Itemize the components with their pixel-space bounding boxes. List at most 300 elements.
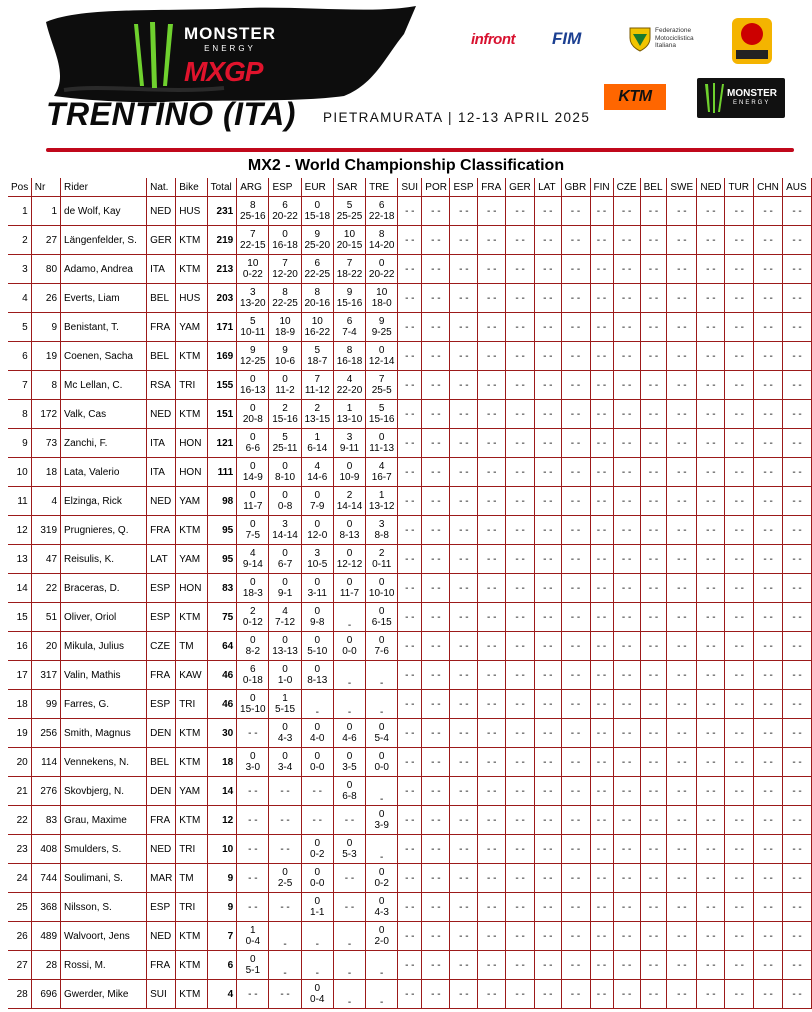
brush-stroke-background bbox=[44, 4, 419, 104]
gp-points: 8 bbox=[346, 345, 353, 356]
race-result-cell bbox=[269, 255, 301, 284]
future-round-cell: - - bbox=[667, 719, 697, 748]
race-result-cell bbox=[366, 603, 398, 632]
gp-points: 4 bbox=[282, 606, 288, 617]
future-round-cell: - - bbox=[450, 429, 478, 458]
gp-points: 10 bbox=[376, 287, 388, 298]
gp-points: - - bbox=[280, 988, 290, 1000]
gp-points: 0 bbox=[346, 635, 353, 646]
column-header: EUR bbox=[301, 178, 333, 197]
future-round-cell: - - bbox=[613, 603, 640, 632]
future-round-cell: - - bbox=[506, 690, 535, 719]
moto-points: 2-0 bbox=[374, 936, 389, 947]
race-result-cell bbox=[269, 197, 301, 226]
future-round-cell: - - bbox=[506, 835, 535, 864]
race-result-cell bbox=[301, 284, 333, 313]
moto-points: 14-9 bbox=[242, 472, 263, 483]
future-round-cell: - - bbox=[422, 864, 450, 893]
future-round-cell: - - bbox=[667, 864, 697, 893]
future-round-cell: - - bbox=[506, 284, 535, 313]
future-round-cell: - - bbox=[783, 893, 812, 922]
future-round-cell: - - bbox=[590, 226, 613, 255]
future-round-cell: - - bbox=[450, 719, 478, 748]
moto-points: 4-6 bbox=[342, 733, 357, 744]
future-round-cell: - - bbox=[450, 458, 478, 487]
table-row bbox=[8, 835, 812, 864]
future-round-cell: - - bbox=[535, 371, 561, 400]
race-result-cell bbox=[333, 690, 365, 719]
total-points-cell: 151 bbox=[207, 400, 237, 429]
gp-points: - - bbox=[312, 785, 322, 797]
column-header: GBR bbox=[561, 178, 590, 197]
future-round-cell: - - bbox=[783, 400, 812, 429]
bike-cell: HUS bbox=[176, 197, 207, 226]
future-round-cell: - - bbox=[590, 980, 613, 1009]
total-points-cell: 95 bbox=[207, 516, 237, 545]
future-round-cell: - - bbox=[697, 255, 725, 284]
future-round-cell: - - bbox=[398, 574, 422, 603]
gp-points: 7 bbox=[346, 258, 353, 269]
monster-brand-text: MONSTER bbox=[184, 24, 276, 43]
race-result-cell bbox=[237, 197, 269, 226]
future-round-cell: - - bbox=[535, 545, 561, 574]
future-round-cell: - - bbox=[640, 226, 667, 255]
classification-title: MX2 - World Championship Classification bbox=[247, 157, 565, 174]
moto-points: 7-12 bbox=[275, 617, 296, 628]
future-round-cell: - - bbox=[450, 980, 478, 1009]
nationality-cell: NED bbox=[147, 487, 176, 516]
monster-energy-logo bbox=[184, 24, 276, 53]
future-round-cell: - - bbox=[697, 487, 725, 516]
future-round-cell: - - bbox=[640, 864, 667, 893]
column-header: TRE bbox=[366, 178, 398, 197]
fmi-shield-icon bbox=[628, 26, 652, 52]
future-round-cell: - - bbox=[398, 603, 422, 632]
future-round-cell: - - bbox=[561, 545, 590, 574]
future-round-cell: - - bbox=[754, 864, 783, 893]
bike-cell: KTM bbox=[176, 342, 207, 371]
race-result-cell bbox=[301, 661, 333, 690]
rider-name-cell: Soulimani, S. bbox=[61, 864, 147, 893]
gp-points: - bbox=[315, 968, 319, 979]
gp-points: 0 bbox=[250, 693, 256, 704]
fmi-logo: Federazione Motociclistica Italiana bbox=[655, 27, 694, 49]
future-round-cell: - - bbox=[398, 893, 422, 922]
moto-points: 0-4 bbox=[310, 994, 325, 1005]
future-round-cell: - - bbox=[398, 922, 422, 951]
race-result-cell bbox=[333, 371, 365, 400]
position-cell: 5 bbox=[8, 313, 31, 342]
race-result-cell bbox=[366, 371, 398, 400]
gp-points: 0 bbox=[314, 751, 321, 762]
total-points-cell: 231 bbox=[207, 197, 237, 226]
rider-name-cell: Walvoort, Jens bbox=[61, 922, 147, 951]
moto-points: 25-16 bbox=[240, 211, 266, 222]
position-cell: 7 bbox=[8, 371, 31, 400]
table-row bbox=[8, 603, 812, 632]
moto-points: 22-18 bbox=[368, 211, 395, 222]
bike-cell: KAW bbox=[176, 661, 207, 690]
gp-points: 8 bbox=[314, 287, 321, 298]
future-round-cell: - - bbox=[450, 197, 478, 226]
future-round-cell: - - bbox=[783, 313, 812, 342]
race-result-cell bbox=[269, 603, 301, 632]
future-round-cell: - - bbox=[535, 632, 561, 661]
bike-cell: TRI bbox=[176, 835, 207, 864]
gp-points: - bbox=[347, 707, 352, 718]
rider-number-cell: 172 bbox=[31, 400, 60, 429]
race-result-cell bbox=[237, 951, 269, 980]
moto-points: 6-8 bbox=[342, 791, 357, 802]
race-result-cell bbox=[269, 458, 301, 487]
table-row bbox=[8, 661, 812, 690]
race-result-cell bbox=[366, 400, 398, 429]
moto-points: 9-8 bbox=[310, 617, 325, 628]
gp-points: 0 bbox=[314, 896, 321, 907]
race-result-cell bbox=[333, 893, 365, 922]
future-round-cell: - - bbox=[640, 632, 667, 661]
future-round-cell: - - bbox=[590, 197, 613, 226]
future-round-cell: - - bbox=[640, 487, 667, 516]
future-round-cell: - - bbox=[667, 516, 697, 545]
rider-name-cell: Benistant, T. bbox=[61, 313, 147, 342]
table-row bbox=[8, 893, 812, 922]
table-row bbox=[8, 980, 812, 1009]
future-round-cell: - - bbox=[783, 806, 812, 835]
column-header: CHN bbox=[754, 178, 783, 197]
event-subtitle: PIETRAMURATA | 12-13 APRIL 2025 bbox=[323, 110, 591, 125]
column-header: CZE bbox=[613, 178, 640, 197]
position-cell: 25 bbox=[8, 893, 31, 922]
future-round-cell: - - bbox=[590, 313, 613, 342]
rider-number-cell: 47 bbox=[31, 545, 60, 574]
table-row bbox=[8, 922, 812, 951]
future-round-cell: - - bbox=[725, 806, 754, 835]
future-round-cell: - - bbox=[535, 226, 561, 255]
future-round-cell: - - bbox=[450, 806, 478, 835]
nationality-cell: ESP bbox=[147, 603, 176, 632]
future-round-cell: - - bbox=[640, 545, 667, 574]
race-result-cell bbox=[301, 429, 333, 458]
future-round-cell: - - bbox=[561, 864, 590, 893]
race-result-cell bbox=[366, 835, 398, 864]
rider-name-cell: Farres, G. bbox=[61, 690, 147, 719]
gp-points: 9 bbox=[314, 229, 321, 240]
gp-points: 0 bbox=[314, 664, 321, 675]
future-round-cell: - - bbox=[478, 226, 506, 255]
moto-points: 6-7 bbox=[277, 559, 293, 570]
race-result-cell bbox=[237, 284, 269, 313]
future-round-cell: - - bbox=[561, 893, 590, 922]
position-cell: 9 bbox=[8, 429, 31, 458]
total-points-cell: 18 bbox=[207, 748, 237, 777]
total-points-cell: 95 bbox=[207, 545, 237, 574]
future-round-cell: - - bbox=[667, 951, 697, 980]
future-round-cell: - - bbox=[613, 864, 640, 893]
future-round-cell: - - bbox=[535, 429, 561, 458]
rider-number-cell: 368 bbox=[31, 893, 60, 922]
future-round-cell: - - bbox=[506, 487, 535, 516]
gp-points: 5 bbox=[314, 345, 321, 356]
race-result-cell bbox=[366, 893, 398, 922]
race-result-cell bbox=[269, 922, 301, 951]
race-result-cell bbox=[301, 487, 333, 516]
race-result-cell bbox=[333, 342, 365, 371]
future-round-cell: - - bbox=[422, 806, 450, 835]
future-round-cell: - - bbox=[535, 690, 561, 719]
future-round-cell: - - bbox=[754, 632, 783, 661]
future-round-cell: - - bbox=[754, 342, 783, 371]
future-round-cell: - - bbox=[450, 487, 478, 516]
race-result-cell bbox=[237, 690, 269, 719]
moto-points: 16-22 bbox=[304, 327, 331, 338]
future-round-cell: - - bbox=[590, 864, 613, 893]
future-round-cell: - - bbox=[613, 719, 640, 748]
rider-name-cell: Elzinga, Rick bbox=[61, 487, 147, 516]
event-title: TRENTINO (ITA) bbox=[46, 96, 296, 132]
future-round-cell: - - bbox=[506, 458, 535, 487]
future-round-cell: - - bbox=[697, 516, 725, 545]
gp-points: - - bbox=[248, 988, 258, 1000]
gp-points: 0 bbox=[378, 635, 385, 646]
future-round-cell: - - bbox=[667, 429, 697, 458]
gp-points: - bbox=[283, 939, 287, 950]
moto-points: 3-5 bbox=[342, 762, 357, 773]
race-result-cell bbox=[269, 342, 301, 371]
moto-points: 7-4 bbox=[342, 327, 357, 338]
future-round-cell: - - bbox=[640, 255, 667, 284]
gp-points: 0 bbox=[346, 461, 353, 472]
total-points-cell: 7 bbox=[207, 922, 237, 951]
rider-name-cell: Coenen, Sacha bbox=[61, 342, 147, 371]
total-points-cell: 83 bbox=[207, 574, 237, 603]
moto-points: 16-18 bbox=[336, 356, 363, 367]
moto-points: 20-22 bbox=[272, 211, 298, 222]
moto-points: 10-6 bbox=[275, 356, 296, 367]
gp-points: 0 bbox=[250, 403, 256, 414]
race-result-cell bbox=[366, 748, 398, 777]
moto-points: 0-18 bbox=[242, 675, 263, 686]
race-result-cell bbox=[301, 951, 333, 980]
moto-points: 25-11 bbox=[272, 443, 298, 454]
future-round-cell: - - bbox=[450, 690, 478, 719]
position-cell: 23 bbox=[8, 835, 31, 864]
race-result-cell bbox=[333, 516, 365, 545]
future-round-cell: - - bbox=[478, 574, 506, 603]
gp-points: 0 bbox=[314, 867, 321, 878]
future-round-cell: - - bbox=[613, 632, 640, 661]
gp-points: - bbox=[380, 997, 384, 1008]
future-round-cell: - - bbox=[613, 893, 640, 922]
future-round-cell: - - bbox=[783, 748, 812, 777]
table-row bbox=[8, 719, 812, 748]
future-round-cell: - - bbox=[783, 197, 812, 226]
position-cell: 20 bbox=[8, 748, 31, 777]
future-round-cell: - - bbox=[754, 226, 783, 255]
race-result-cell bbox=[366, 516, 398, 545]
future-round-cell: - - bbox=[506, 719, 535, 748]
moto-points: 25-25 bbox=[336, 211, 363, 222]
future-round-cell: - - bbox=[613, 197, 640, 226]
future-round-cell: - - bbox=[725, 719, 754, 748]
table-row bbox=[8, 806, 812, 835]
gp-points: 2 bbox=[378, 548, 385, 559]
nationality-cell: GER bbox=[147, 226, 176, 255]
future-round-cell: - - bbox=[725, 603, 754, 632]
future-round-cell: - - bbox=[754, 197, 783, 226]
race-result-cell bbox=[301, 864, 333, 893]
bike-cell: KTM bbox=[176, 719, 207, 748]
future-round-cell: - - bbox=[667, 313, 697, 342]
future-round-cell: - - bbox=[640, 719, 667, 748]
table-row bbox=[8, 255, 812, 284]
future-round-cell: - - bbox=[613, 516, 640, 545]
future-round-cell: - - bbox=[450, 342, 478, 371]
future-round-cell: - - bbox=[783, 226, 812, 255]
future-round-cell: - - bbox=[478, 284, 506, 313]
future-round-cell: - - bbox=[478, 806, 506, 835]
future-round-cell: - - bbox=[398, 748, 422, 777]
gp-points: 10 bbox=[343, 229, 356, 240]
future-round-cell: - - bbox=[754, 516, 783, 545]
race-result-cell bbox=[237, 313, 269, 342]
race-result-cell bbox=[301, 719, 333, 748]
future-round-cell: - - bbox=[613, 255, 640, 284]
future-round-cell: - - bbox=[640, 922, 667, 951]
future-round-cell: - - bbox=[561, 516, 590, 545]
nationality-cell: LAT bbox=[147, 545, 176, 574]
race-result-cell bbox=[237, 748, 269, 777]
monster-energy-logo-small bbox=[697, 78, 785, 118]
future-round-cell: - - bbox=[590, 719, 613, 748]
gp-points: - bbox=[283, 968, 287, 979]
total-points-cell: 121 bbox=[207, 429, 237, 458]
nationality-cell: FRA bbox=[147, 661, 176, 690]
moto-points: 25-5 bbox=[371, 385, 392, 396]
moto-points: 11-2 bbox=[275, 385, 295, 396]
race-result-cell bbox=[366, 487, 398, 516]
bike-cell: TRI bbox=[176, 893, 207, 922]
position-cell: 28 bbox=[8, 980, 31, 1009]
future-round-cell: - - bbox=[398, 226, 422, 255]
race-result-cell bbox=[237, 864, 269, 893]
future-round-cell: - - bbox=[613, 487, 640, 516]
future-round-cell: - - bbox=[478, 313, 506, 342]
future-round-cell: - - bbox=[478, 864, 506, 893]
table-row bbox=[8, 951, 812, 980]
future-round-cell: - - bbox=[697, 371, 725, 400]
moto-points: 15-10 bbox=[240, 704, 266, 715]
moto-points: 22-25 bbox=[304, 269, 331, 280]
bike-cell: KTM bbox=[176, 400, 207, 429]
bike-cell: KTM bbox=[176, 516, 207, 545]
race-result-cell bbox=[333, 922, 365, 951]
nationality-cell: ESP bbox=[147, 574, 176, 603]
future-round-cell: - - bbox=[506, 864, 535, 893]
event-header bbox=[0, 0, 812, 150]
nationality-cell: NED bbox=[147, 400, 176, 429]
column-header: Total bbox=[207, 178, 237, 197]
column-header: Pos bbox=[8, 178, 31, 197]
total-points-cell: 4 bbox=[207, 980, 237, 1009]
position-cell: 24 bbox=[8, 864, 31, 893]
future-round-cell: - - bbox=[725, 545, 754, 574]
future-round-cell: - - bbox=[422, 516, 450, 545]
future-round-cell: - - bbox=[725, 255, 754, 284]
future-round-cell: - - bbox=[640, 893, 667, 922]
future-round-cell: - - bbox=[422, 893, 450, 922]
future-round-cell: - - bbox=[398, 429, 422, 458]
bike-cell: TRI bbox=[176, 690, 207, 719]
race-result-cell bbox=[269, 661, 301, 690]
gp-points: 0 bbox=[378, 751, 385, 762]
table-row bbox=[8, 690, 812, 719]
race-result-cell bbox=[301, 603, 333, 632]
race-result-cell bbox=[301, 690, 333, 719]
race-result-cell bbox=[333, 719, 365, 748]
moto-points: 12-25 bbox=[240, 356, 266, 367]
race-result-cell bbox=[333, 545, 365, 574]
future-round-cell: - - bbox=[478, 255, 506, 284]
future-round-cell: - - bbox=[725, 400, 754, 429]
future-round-cell: - - bbox=[506, 632, 535, 661]
race-result-cell bbox=[237, 806, 269, 835]
gp-points: 0 bbox=[282, 374, 288, 385]
moto-points: 20-8 bbox=[242, 414, 263, 425]
future-round-cell: - - bbox=[590, 661, 613, 690]
future-round-cell: - - bbox=[667, 545, 697, 574]
future-round-cell: - - bbox=[783, 632, 812, 661]
gp-points: 0 bbox=[282, 664, 288, 675]
future-round-cell: - - bbox=[561, 226, 590, 255]
future-round-cell: - - bbox=[478, 458, 506, 487]
moto-points: 5-15 bbox=[275, 704, 296, 715]
column-header: NED bbox=[697, 178, 725, 197]
gp-points: 0 bbox=[314, 490, 321, 501]
future-round-cell: - - bbox=[450, 864, 478, 893]
future-round-cell: - - bbox=[561, 748, 590, 777]
position-cell: 18 bbox=[8, 690, 31, 719]
gp-points: 9 bbox=[346, 287, 353, 298]
fim-logo: FIM bbox=[552, 29, 582, 48]
future-round-cell: - - bbox=[754, 980, 783, 1009]
race-result-cell bbox=[237, 516, 269, 545]
race-result-cell bbox=[237, 835, 269, 864]
future-round-cell: - - bbox=[667, 893, 697, 922]
future-round-cell: - - bbox=[667, 603, 697, 632]
race-result-cell bbox=[269, 864, 301, 893]
future-round-cell: - - bbox=[725, 458, 754, 487]
gp-points: - bbox=[380, 852, 384, 863]
column-header: Rider bbox=[61, 178, 147, 197]
moto-points: 0-8 bbox=[277, 501, 293, 512]
future-round-cell: - - bbox=[478, 197, 506, 226]
gp-points: 1 bbox=[314, 432, 321, 443]
moto-points: 18-3 bbox=[242, 588, 263, 599]
total-points-cell: 6 bbox=[207, 951, 237, 980]
gp-points: 0 bbox=[378, 896, 385, 907]
nationality-cell: ESP bbox=[147, 690, 176, 719]
future-round-cell: - - bbox=[478, 371, 506, 400]
moto-points: 20-15 bbox=[336, 240, 363, 251]
future-round-cell: - - bbox=[667, 371, 697, 400]
gp-points: - bbox=[380, 678, 384, 689]
gp-points: 0 bbox=[346, 519, 353, 530]
future-round-cell: - - bbox=[561, 255, 590, 284]
future-round-cell: - - bbox=[422, 603, 450, 632]
race-result-cell bbox=[301, 777, 333, 806]
future-round-cell: - - bbox=[590, 487, 613, 516]
